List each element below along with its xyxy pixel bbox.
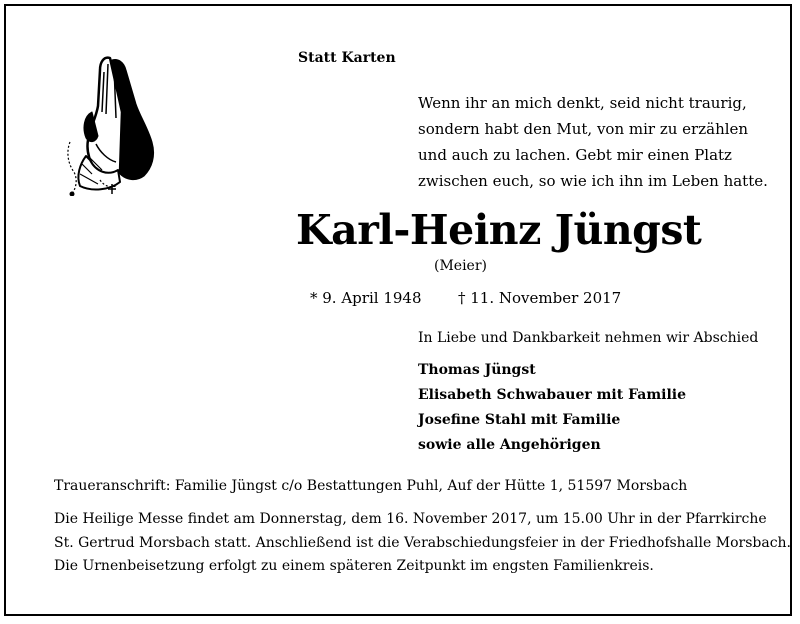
poem-line: Wenn ihr an mich denkt, seid nicht traurig, [418, 94, 747, 112]
mourner-name: Elisabeth Schwabauer mit Familie [418, 387, 687, 403]
birth-date: * 9. April 1948 [310, 289, 422, 307]
mourners-list [418, 358, 686, 458]
mourner-name: sowie alle Angehörigen [418, 437, 601, 453]
mourning-address: Traueranschrift: Familie Jüngst c/o Bestattungen Puhl, Auf der Hütte 1, 51597 Morsbach [54, 478, 688, 494]
statt-karten-label: Statt Karten [298, 50, 396, 66]
mass-line: St. Gertrud Morsbach statt. Anschließend ist die Verabschiedungsfeier in der Friedhofshalle Morsbach. [54, 534, 791, 551]
maiden-name: (Meier) [434, 258, 487, 274]
mass-line: Die Heilige Messe findet am Donnerstag, dem 16. November 2017, um 15.00 Uhr in der Pfarrkirche [54, 511, 767, 527]
poem-line: zwischen euch, so wie ich ihn im Leben hatte. [418, 172, 768, 190]
deceased-name: Karl-Heinz Jüngst [296, 206, 702, 254]
poem-line: sondern habt den Mut, von mir zu erzählen [418, 120, 749, 138]
mourner-name: Josefine Stahl mit Familie [418, 412, 621, 428]
mass-line: Die Urnenbeisetzung erfolgt zu einem späteren Zeitpunkt im engsten Familienkreis. [54, 558, 654, 574]
poem-line: und auch zu lachen. Gebt mir einen Platz [418, 146, 732, 164]
mourner-name: Thomas Jüngst [418, 362, 536, 378]
mass-info [54, 508, 791, 579]
praying-hands-icon [52, 52, 168, 196]
death-date: † 11. November 2017 [458, 289, 622, 307]
poem [418, 90, 768, 194]
mourners-intro: In Liebe und Dankbarkeit nehmen wir Abschied [418, 330, 759, 346]
